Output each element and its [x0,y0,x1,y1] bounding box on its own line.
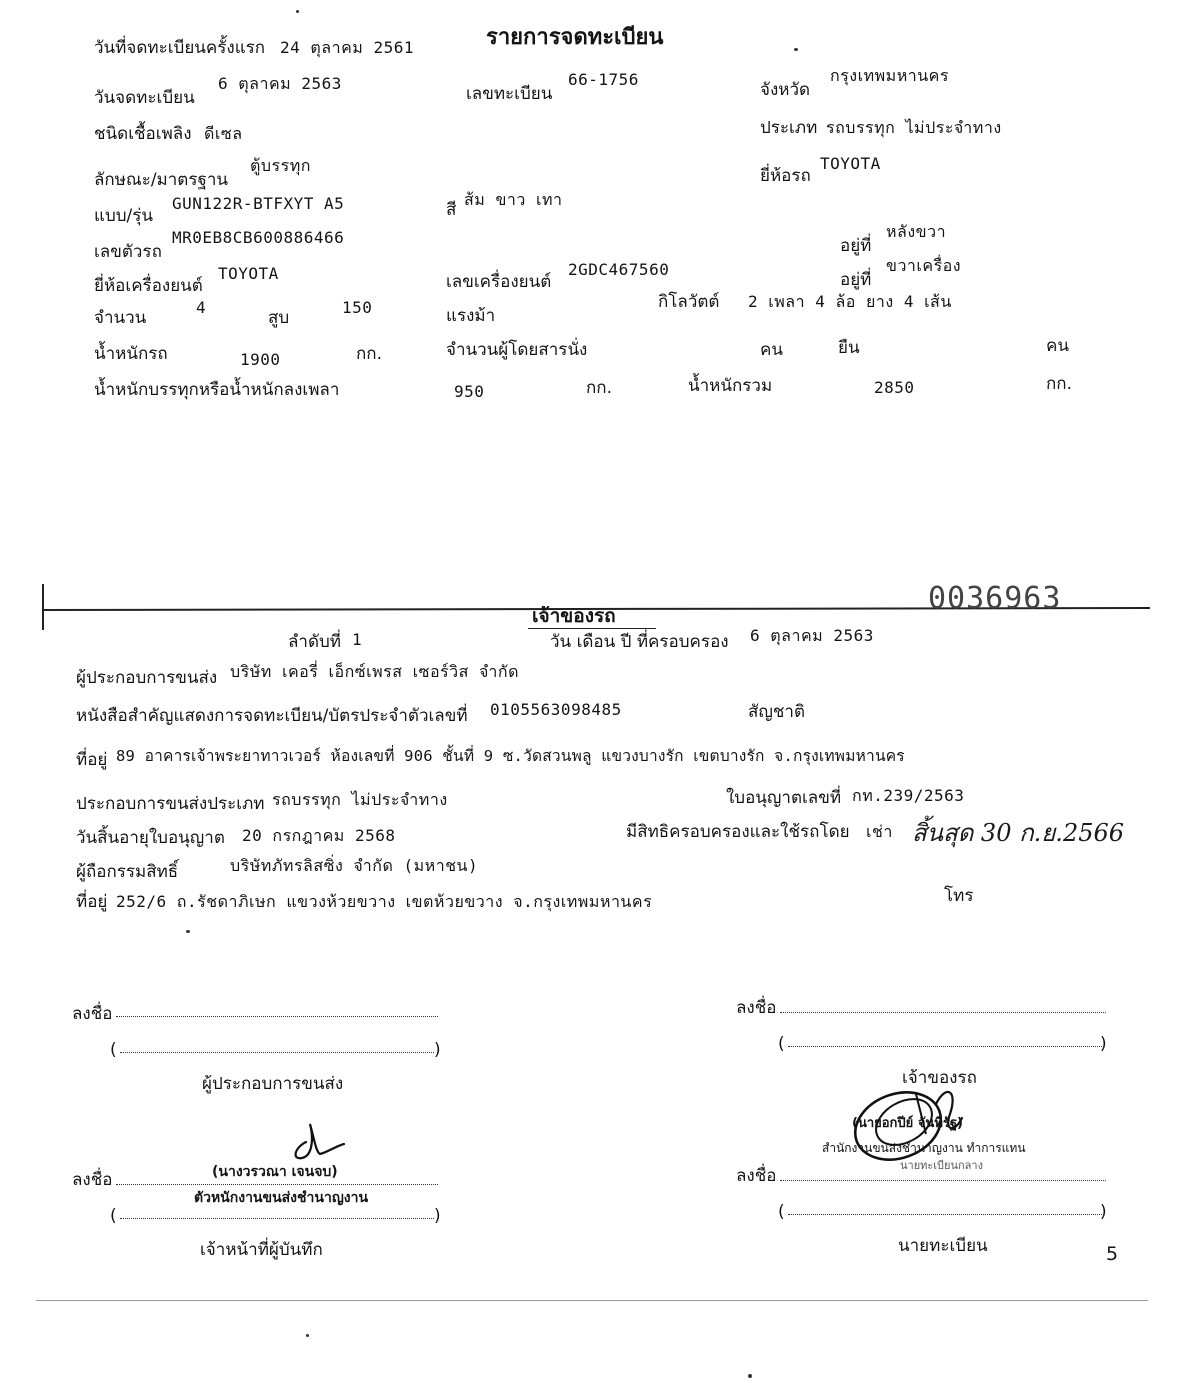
officer-signature [284,1122,348,1164]
possess-date-label: วัน เดือน ปี ที่ครอบครอง [550,632,729,652]
registrar-name-paren-close: ) [1100,1202,1107,1222]
registrar-stamp-name: (นายอกปีย์ จันทีรัฐ) [852,1116,963,1131]
color-label: สี [446,200,457,220]
page-title: รายการจดทะเบียน [486,25,664,50]
chassis-loc-label: อยู่ที่ [840,236,872,256]
load-value: 950 [454,382,485,401]
engine-no-label: เลขเครื่องยนต์ [446,272,552,292]
cc-value: 150 [342,298,373,317]
scan-speck [186,930,190,933]
phone-label: โทร [944,886,974,906]
license-value: กท.239/2563 [852,786,965,805]
holder-address-label: ที่อยู่ [76,892,108,912]
owner-sign-line [780,1012,1106,1013]
order-value: 1 [352,630,363,649]
possess-date-value: 6 ตุลาคม 2563 [750,626,874,645]
engine-loc-value: ขวาเครื่อง [886,256,962,275]
rights-value: เช่า [866,822,893,841]
model-value: GUN122R-BTFXYT A5 [172,194,345,213]
holder-label: ผู้ถือกรรมสิทธิ์ [76,862,179,882]
load-label: น้ำหนักบรรทุกหรือน้ำหนักลงเพลา [94,380,340,400]
document-serial: 0036963 [928,581,1062,616]
color-value: ส้ม ขาว เทา [464,190,563,209]
hp-label: แรงม้า [446,306,496,326]
owner-section-title: เจ้าของรถ [532,605,616,627]
standing-label: ยืน [838,338,860,358]
total-weight-value: 2850 [874,378,915,397]
province-label: จังหวัด [760,80,811,100]
cylinders-value: 4 [196,298,207,317]
passengers-label: จำนวนผู้โดยสารนั่ง [446,340,588,360]
operator-sign-line [116,1016,438,1017]
officer-stamp-name: (นางวรวณา เจนจบ) [212,1164,338,1180]
scan-speck [794,48,798,51]
scan-speck [306,1334,309,1337]
order-label: ลำดับที่ [288,632,342,652]
scan-speck [296,10,299,13]
chassis-loc-value: หลังขวา [886,222,947,241]
owner-role: เจ้าของรถ [902,1068,977,1088]
operator-name-paren-close: ) [434,1040,441,1060]
body-value: ตู้บรรทุก [250,156,311,175]
holder-address-value: 252/6 ถ.รัชดาภิเษก แขวงห้วยขวาง เขตห้วยขวาง จ.กรุงเทพมหานคร [116,892,653,911]
kw-label: กิโลวัตต์ [658,292,720,312]
owner-name-line [788,1046,1102,1047]
bottom-rule [36,1300,1148,1301]
load-unit: กก. [586,378,612,398]
operator-value: บริษัท เคอรี่ เอ็กซ์เพรส เซอร์วิส จำกัด [230,662,519,681]
rights-handwritten-note: สิ้นสุด 30 ก.ย.2566 [912,819,1125,847]
operator-label: ผู้ประกอบการขนส่ง [76,668,218,688]
officer-name-paren-open: ( [110,1206,117,1226]
transport-type-value: รถบรรทุก ไม่ประจำทาง [272,790,448,809]
fuel-label: ชนิดเชื้อเพลิง [94,124,192,144]
weight-unit: กก. [356,344,382,364]
expiry-value: 20 กรกฎาคม 2568 [242,826,396,845]
first-reg-label: วันที่จดทะเบียนครั้งแรก [94,38,266,58]
fuel-value: ดีเซล [204,124,243,143]
operator-name-paren-open: ( [110,1040,117,1060]
expiry-label: วันสิ้นอายุใบอนุญาต [76,828,225,848]
nationality-label: สัญชาติ [748,702,805,722]
chassis-value: MR0EB8CB600886466 [172,228,345,247]
registrar-sign-line [780,1180,1106,1181]
owner-title-underline [528,628,656,629]
reg-date-label: วันจดทะเบียน [94,88,195,108]
owner-sign-label: ลงชื่อ [736,998,777,1018]
engine-brand-label: ยี่ห้อเครื่องยนต์ [94,276,203,296]
engine-loc-label: อยู่ที่ [840,270,872,290]
officer-sign-line [116,1184,438,1185]
officer-sign-label: ลงชื่อ [72,1170,113,1190]
registrar-role: นายทะเบียน [898,1236,988,1256]
page-number: 5 [1106,1243,1119,1265]
officer-role: เจ้าหน้าที่ผู้บันทึก [200,1240,323,1260]
holder-value: บริษัทภัทรลิสซิ่ง จำกัด (มหาชน) [230,856,479,875]
passengers-unit: คน [760,340,783,360]
operator-name-line [120,1052,434,1053]
officer-name-line [120,1218,434,1219]
chassis-label: เลขตัวรถ [94,242,162,262]
registrar-stamp-sub: นายทะเบียนกลาง [900,1159,983,1172]
registrar-name-line [788,1214,1102,1215]
registrar-sign-label: ลงชื่อ [736,1166,777,1186]
license-label: ใบอนุญาตเลขที่ [726,788,842,808]
plate-value: 66-1756 [568,70,639,89]
engine-no-value: 2GDC467560 [568,260,670,279]
owner-name-paren-close: ) [1100,1034,1107,1054]
standing-unit: คน [1046,336,1069,356]
count-label: จำนวน [94,308,147,328]
cylinder-unit: สูบ [268,308,290,328]
brand-label: ยี่ห้อรถ [760,166,811,186]
id-label: หนังสือสำคัญแสดงการจดทะเบียน/บัตรประจำตัวเลขที่ [76,706,468,726]
province-value: กรุงเทพมหานคร [830,66,949,85]
reg-date-value: 6 ตุลาคม 2563 [218,74,342,93]
operator-sign-label: ลงชื่อ [72,1004,113,1024]
total-weight-unit: กก. [1046,374,1072,394]
owner-name-paren-open: ( [778,1034,785,1054]
body-label: ลักษณะ/มาตรฐาน [94,170,229,190]
total-weight-label: น้ำหนักรวม [688,376,773,396]
weight-value: 1900 [240,350,281,369]
brand-value: TOYOTA [820,154,881,173]
address-value: 89 อาคารเจ้าพระยาทาวเวอร์ ห้องเลขที่ 906 ชั้นที่ 9 ซ.วัดสวนพลู แขวงบางรัก เขตบางรัก จ.กรุงเทพมหานคร [116,747,905,765]
address-label: ที่อยู่ [76,750,108,770]
operator-role: ผู้ประกอบการขนส่ง [202,1074,344,1094]
id-value: 0105563098485 [490,700,622,719]
registrar-stamp-title: สำนักงานขนส่งชำนาญงาน ทำการแทน [822,1141,1026,1155]
first-reg-date: 24 ตุลาคม 2561 [280,38,414,57]
engine-brand-value: TOYOTA [218,264,279,283]
transport-type-label: ประกอบการขนส่งประเภท [76,794,265,814]
type-label: ประเภท [760,118,818,138]
type-value: รถบรรทุก ไม่ประจำทาง [826,118,1002,137]
scan-speck [748,1374,752,1378]
plate-label: เลขทะเบียน [466,84,553,104]
divider-left-tick [42,584,44,630]
rights-label: มีสิทธิครอบครองและใช้รถโดย [626,822,850,842]
officer-name-paren-close: ) [434,1206,441,1226]
registrar-name-paren-open: ( [778,1202,785,1222]
model-label: แบบ/รุ่น [94,206,154,226]
officer-stamp-title: ตัวหนักงานขนส่งชำนาญงาน [194,1190,369,1206]
weight-label: น้ำหนักรถ [94,344,168,364]
axles-wheels-value: 2 เพลา 4 ล้อ ยาง 4 เส้น [748,292,952,311]
